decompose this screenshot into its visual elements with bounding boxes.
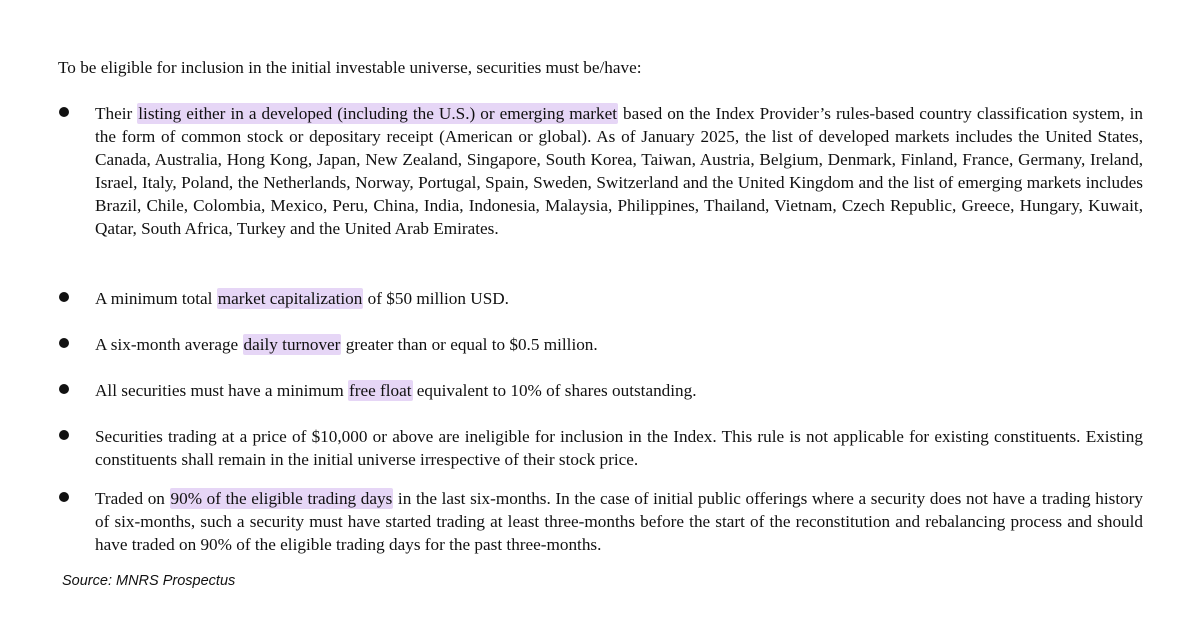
highlighted-term: free float bbox=[349, 381, 412, 400]
criterion-listing-market bbox=[95, 102, 1143, 240]
bullet-icon bbox=[59, 384, 69, 394]
criterion-text-before: Securities trading at a price of $10,000 or above are ineligible for inclusion in the Index. This rule is not applicable for existing constituents. Existing constituents shall remain in the initial universe irrespective of their stock price. bbox=[95, 427, 1143, 469]
criterion-trading-days bbox=[95, 487, 1143, 556]
criterion-text-after: greater than or equal to $0.5 million. bbox=[341, 335, 598, 354]
bullet-icon bbox=[59, 107, 69, 117]
criterion-price-limit bbox=[95, 425, 1143, 471]
criterion-text-after: of $50 million USD. bbox=[363, 289, 509, 308]
criterion-text-before: A six-month average bbox=[95, 335, 243, 354]
source-caption: Source: MNRS Prospectus bbox=[62, 573, 236, 589]
bullet-icon bbox=[59, 338, 69, 348]
highlighted-term: 90% of the eligible trading days bbox=[170, 489, 393, 508]
criterion-free-float bbox=[95, 379, 1143, 402]
criterion-text-before: A minimum total bbox=[95, 289, 217, 308]
criterion-text-before: Their bbox=[95, 104, 138, 123]
criterion-text-after: equivalent to 10% of shares outstanding. bbox=[412, 381, 697, 400]
bullet-icon bbox=[59, 492, 69, 502]
highlighted-term: listing either in a developed (including the U.S.) or emerging market bbox=[138, 104, 617, 123]
bullet-icon bbox=[59, 430, 69, 440]
intro-text: To be eligible for inclusion in the initial investable universe, securities must be/have: bbox=[58, 58, 642, 77]
criterion-daily-turnover bbox=[95, 333, 1143, 356]
highlighted-term: daily turnover bbox=[243, 335, 341, 354]
criterion-text-after: based on the Index Provider’s rules-based country classification system, in the form of common stock or depositary receipt (American or global). As of January 2025, the list of developed markets includes the United States, Canada, Australia, Hong Kong, Japan, New Zealand, Singapore, South Korea, Taiwan, Austria, Belgium, Denmark, Finland, France, Germany, Ireland, Israel, Italy, Poland, the Netherlands, Norway, Portugal, Spain, Sweden, Switzerland and the United Kingdom and the list of emerging markets includes Brazil, Chile, Colombia, Mexico, Peru, China, India, Indonesia, Malaysia, Philippines, Thailand, Vietnam, Czech Republic, Greece, Hungary, Kuwait, Qatar, South Africa, Turkey and the United Arab Emirates. bbox=[95, 104, 1143, 238]
criterion-market-capitalization bbox=[95, 287, 1143, 310]
criterion-text-after: in the last six-months. In the case of initial public offerings where a security does not have a trading history of six-months, such a security must have started trading at least three-months before the start of the reconstitution and rebalancing process and should have traded on 90% of the eligible trading days for the past three-months. bbox=[95, 489, 1144, 554]
bullet-icon bbox=[59, 292, 69, 302]
criterion-text-before: All securities must have a minimum bbox=[95, 381, 348, 400]
highlighted-term: market capitalization bbox=[217, 289, 363, 308]
criterion-text-before: Traded on bbox=[95, 489, 170, 508]
